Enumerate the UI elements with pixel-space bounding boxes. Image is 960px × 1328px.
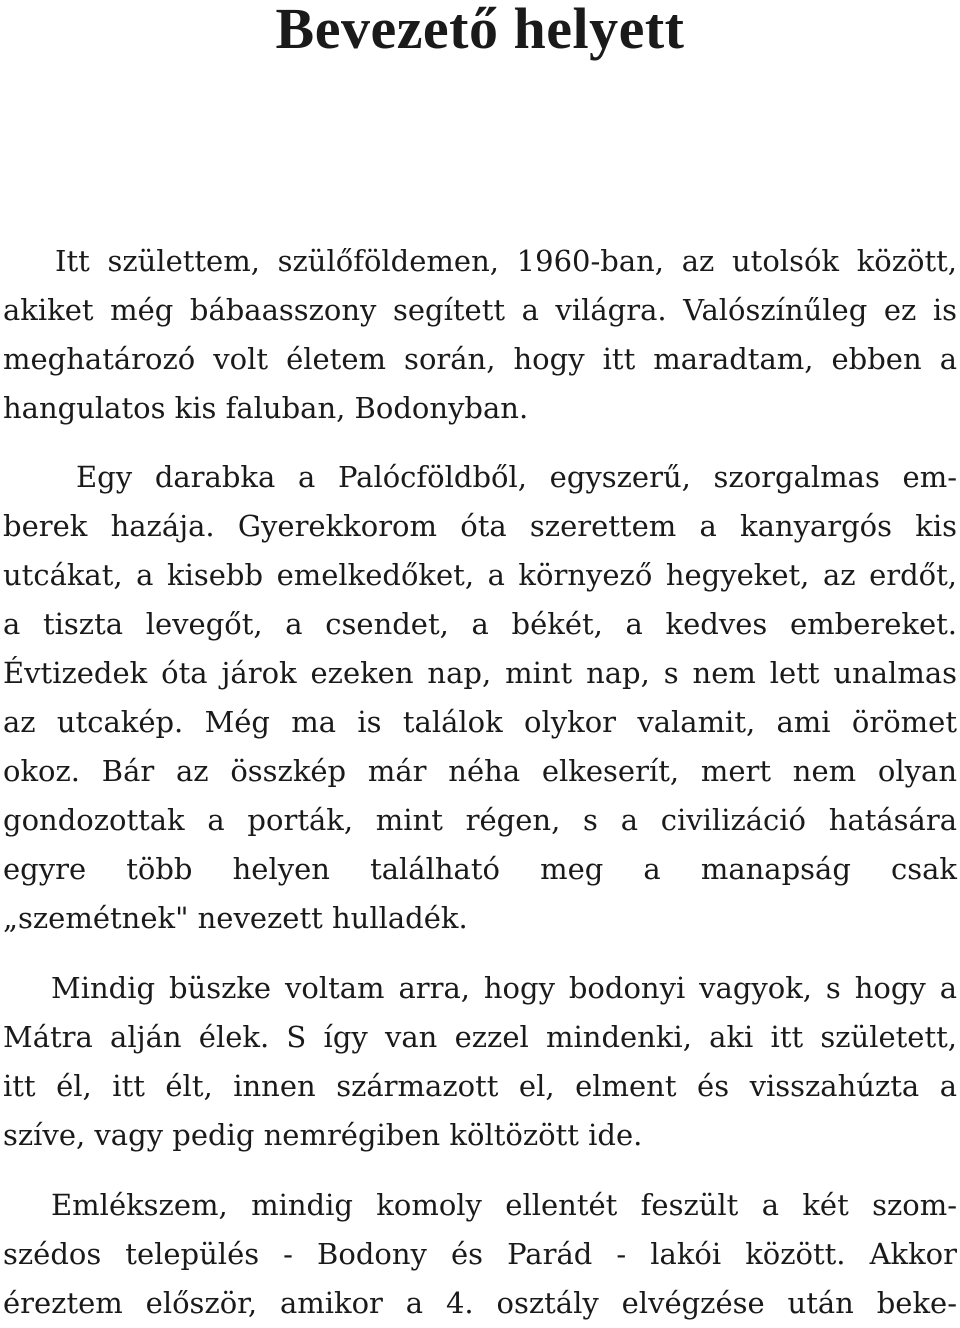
text-line: Évtizedek óta járok ezeken nap, mint nap, s nem lett unalmas	[3, 656, 957, 690]
text-line: szíve, vagy pedig nemrégiben költözött ide.	[3, 1118, 643, 1152]
text-line: Egy darabka a Palócföldből, egyszerű, szorgalmas em-	[76, 460, 957, 494]
paragraph-3	[3, 964, 957, 1160]
text-line: hangulatos kis faluban, Bodonyban.	[3, 391, 529, 425]
text-line: egyre több helyen található meg a manapság csak	[3, 852, 957, 886]
text-line: Emlékszem, mindig komoly ellentét feszült a két szom-	[51, 1188, 957, 1222]
text-line: „szemétnek" nevezett hulladék.	[3, 901, 468, 935]
text-line: Itt születtem, szülőföldemen, 1960-ban, az utolsók között,	[55, 244, 957, 278]
paragraph-2	[3, 453, 957, 943]
text-line: éreztem először, amikor a 4. osztály elvégzése után beke-	[3, 1286, 957, 1320]
text-line: szédos település - Bodony és Parád - lakói között. Akkor	[3, 1237, 957, 1271]
text-line: Mindig büszke voltam arra, hogy bodonyi vagyok, s hogy a	[51, 971, 957, 1005]
text-line: az utcakép. Még ma is találok olykor valamit, ami örömet	[3, 705, 957, 739]
page-title: Bevezető helyett	[275, 0, 685, 61]
text-line: akiket még bábaasszony segített a világra. Valószínűleg ez is	[3, 293, 957, 327]
text-line: okoz. Bár az összkép már néha elkeserít, mert nem olyan	[3, 754, 957, 788]
text-line: gondozottak a porták, mint régen, s a civilizáció hatására	[3, 803, 957, 837]
text-line: berek hazája. Gyerekkorom óta szerettem a kanyargós kis	[3, 509, 957, 543]
text-line: a tiszta levegőt, a csendet, a békét, a kedves embereket.	[3, 607, 957, 641]
text-line: Mátra alján élek. S így van ezzel mindenki, aki itt született,	[3, 1020, 957, 1054]
paragraph-4	[3, 1181, 957, 1328]
text-line: itt él, itt élt, innen származott el, elment és visszahúzta a	[3, 1069, 957, 1103]
text-line: utcákat, a kisebb emelkedőket, a környező hegyeket, az erdőt,	[3, 558, 957, 592]
text-line: meghatározó volt életem során, hogy itt maradtam, ebben a	[3, 342, 957, 376]
paragraph-1	[3, 237, 957, 433]
